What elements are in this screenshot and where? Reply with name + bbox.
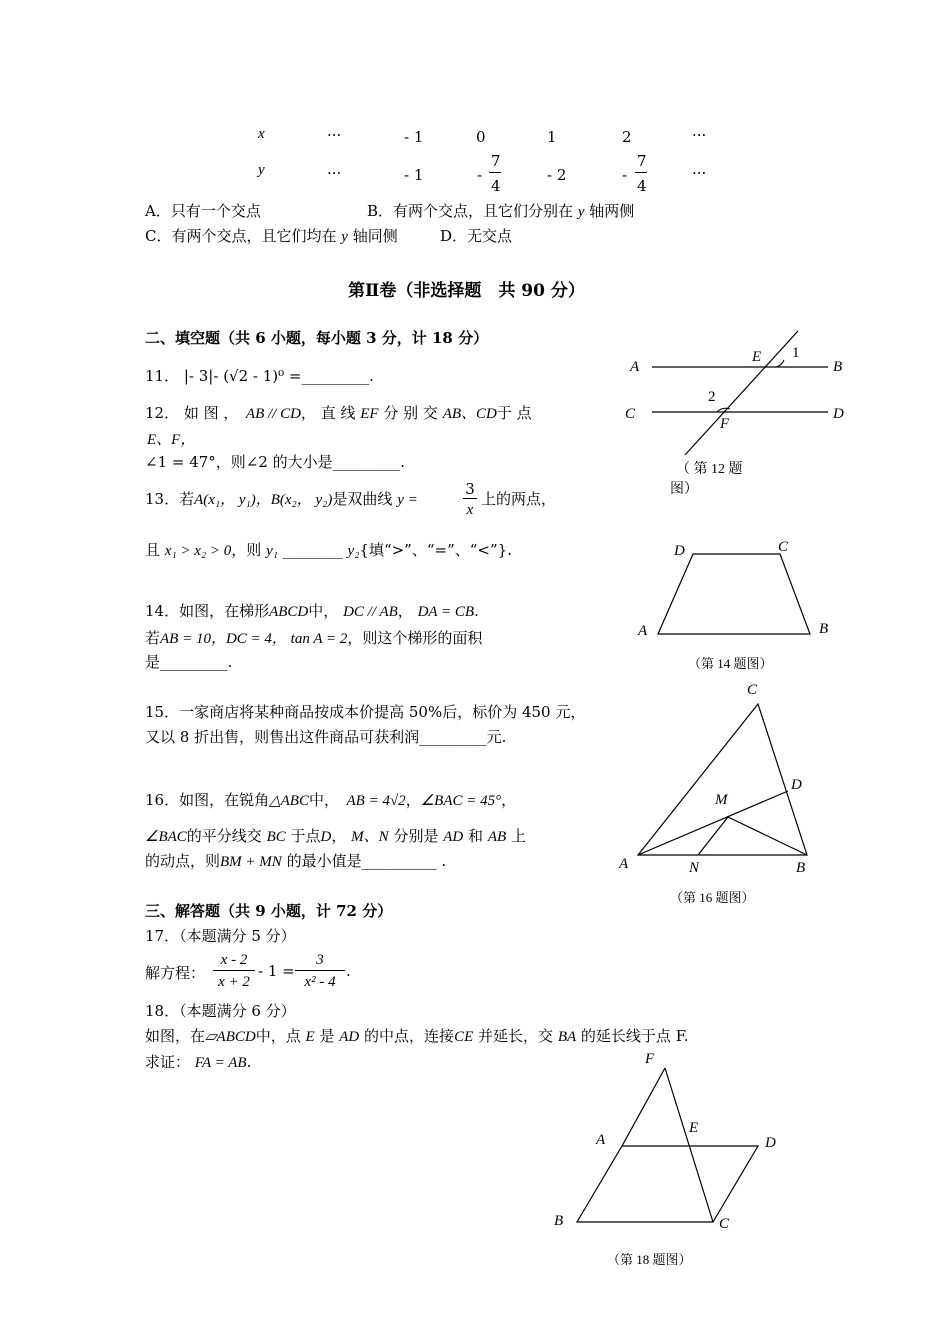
q15-line2: 又以 8 折出售，则售出这件商品可获利润_________元. [145, 728, 507, 746]
table-cell: - 1 [404, 128, 424, 146]
label-n: N [689, 860, 700, 876]
caption-fig16: （第 16 题图） [670, 890, 755, 905]
table-cell: 4 [491, 177, 501, 195]
segment-fc [665, 1068, 713, 1222]
q18-line2: 求证： FA = AB. [145, 1053, 252, 1071]
table-cell: ··· [692, 164, 707, 182]
angle-1-arc [776, 360, 784, 367]
q17-fraction1: x - 2 x + 2 [213, 950, 255, 993]
q17-mid: - 1 = [258, 962, 295, 980]
table-cell: 2 [622, 128, 632, 146]
table-cell: ··· [327, 126, 342, 144]
option-b: B．有两个交点，且它们分别在 y 轴两侧 [367, 202, 635, 220]
q18-head: 18．（本题满分 6 分） [145, 1002, 296, 1020]
label-f: F [645, 1051, 655, 1067]
fraction-bar [489, 172, 501, 173]
label-f: F [720, 416, 730, 432]
q11: 11． |- 3|- (√2 - 1)⁰ =_________. [145, 367, 374, 385]
label-b: B [796, 860, 806, 876]
label-b: B [554, 1213, 564, 1229]
parallelogram-abcd [577, 1146, 758, 1222]
label-c: C [719, 1216, 730, 1232]
label-d: D [833, 406, 844, 422]
label-angle-2: 2 [708, 389, 716, 405]
table-cell: 7 [491, 152, 501, 170]
q17-end: . [346, 962, 351, 980]
table-cell: ··· [692, 126, 707, 144]
segment-ad [638, 791, 788, 855]
caption-fig12-line2: 图） [670, 482, 698, 497]
label-d: D [791, 777, 802, 793]
label-a: A [630, 359, 640, 375]
option-c: C．有两个交点，且它们均在 y 轴同侧 [145, 227, 398, 245]
label-m: M [715, 792, 728, 808]
table-cell: 7 [637, 152, 647, 170]
fraction-bar [635, 172, 647, 173]
q14-line1: 14．如图，在梯形ABCD中， DC // AB， DA = CB. [145, 602, 479, 620]
q18-line1: 如图，在▱ABCD中，点 E 是 AD 的中点，连接CE 并延长，交 BA 的延长线于点 F. [145, 1027, 689, 1045]
caption-fig12-line1: （ 第 12 题 [676, 462, 743, 477]
label-e: E [689, 1120, 699, 1136]
table-y-label: y [258, 162, 265, 178]
label-b: B [819, 621, 829, 637]
label-d: D [765, 1135, 776, 1151]
part2-title: 第Ⅱ卷（非选择题 共 90 分） [348, 281, 585, 301]
q12-line1: 12． 如 图 ， AB // CD， 直 线 EF 分 别 交 AB、CD于 点 [145, 404, 532, 422]
caption-fig18: （第 18 题图） [607, 1252, 692, 1267]
table-cell: 1 [547, 128, 557, 146]
figure-12 [620, 325, 855, 500]
q16-line1: 16．如图，在锐角△ABC中， AB = 4√2，∠BAC = 45°， [145, 791, 517, 809]
q12-line2: E、F， [147, 432, 196, 448]
label-a: A [638, 623, 648, 639]
segment-bm [728, 817, 807, 855]
caption-fig14: （第 14 题图） [688, 656, 773, 671]
triangle-abc [638, 704, 807, 855]
table-cell: - 1 [404, 166, 424, 184]
table-cell: 0 [476, 128, 486, 146]
label-a: A [596, 1132, 606, 1148]
section2-title: 二、填空题（共 6 小题，每小题 3 分，计 18 分） [145, 329, 489, 347]
figure-18 [545, 1045, 790, 1275]
q14-line2: 若AB = 10，DC = 4， tan A = 2，则这个梯形的面积 [145, 629, 483, 647]
q13-line2: 且 x₁ > x₂ > 0，则 y₁ ________ y₂{填“>”、“=”、“<”}. [145, 541, 512, 559]
line-ef [685, 331, 798, 455]
label-c: C [747, 682, 758, 698]
q12-line3: ∠1 = 47°，则∠2 的大小是_________. [145, 453, 405, 471]
label-angle-1: 1 [792, 345, 800, 361]
segment-af [622, 1068, 665, 1146]
table-cell: 4 [637, 177, 647, 195]
q13-fraction: 3 x [463, 480, 477, 521]
label-c: C [778, 539, 789, 555]
label-a: A [619, 856, 629, 872]
section3-title: 三、解答题（共 9 小题，计 72 分） [145, 902, 393, 920]
label-e: E [752, 349, 762, 365]
q17-fraction2: 3 x² - 4 [295, 950, 345, 993]
q17-head: 17．（本题满分 5 分） [145, 927, 296, 945]
label-c: C [625, 406, 636, 422]
q13-line1-end: 上的两点， [481, 490, 557, 508]
table-cell: - [477, 166, 483, 184]
table-cell: - [622, 166, 628, 184]
q16-line3: 的动点，则BM + MN 的最小值是__________ . [145, 852, 447, 870]
q13-line1: 13．若A(x₁， y₁)，B(x₂， y₂)是双曲线 y = [145, 490, 418, 508]
label-d: D [674, 543, 685, 559]
option-d: D．无交点 [440, 227, 513, 245]
label-b: B [833, 359, 843, 375]
trapezoid [658, 554, 810, 634]
table-cell: - 2 [547, 166, 567, 184]
q15-line1: 15．一家商店将某种商品按成本价提高 50%后，标价为 450 元， [145, 703, 586, 721]
q17-pre: 解方程： [145, 964, 206, 982]
q14-line3: 是_________. [145, 653, 233, 671]
q16-line2: ∠BAC的平分线交 BC 于点D， M、N 分别是 AD 和 AB 上 [145, 827, 526, 845]
figure-14 [630, 535, 840, 680]
figure-16 [612, 680, 832, 910]
table-cell: ··· [327, 164, 342, 182]
option-a: A．只有一个交点 [145, 202, 261, 220]
table-x-label: x [258, 126, 265, 142]
